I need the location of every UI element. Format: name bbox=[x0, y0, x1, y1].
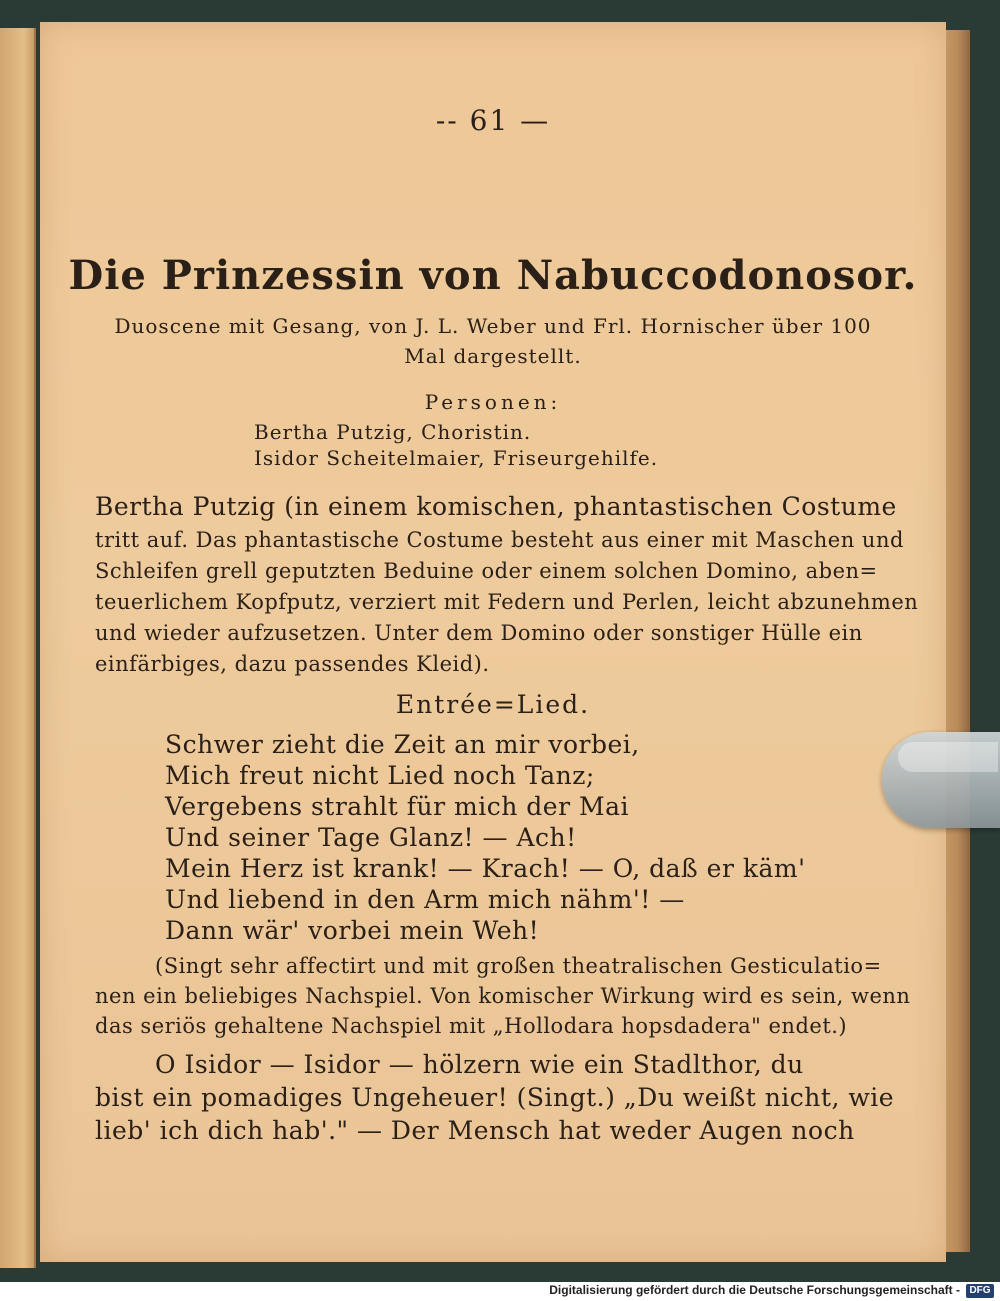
footer-credit: Digitalisierung gefördert durch die Deutsche Forschungsgemeinschaft - bbox=[549, 1283, 960, 1297]
stage-note-line: nen ein beliebiges Nachspiel. Von komischer Wirkung wird es sein, wenn bbox=[95, 984, 911, 1008]
verse-line: Vergebens strahlt für mich der Mai bbox=[165, 792, 629, 821]
stage-direction-line: Schleifen grell geputzten Beduine oder einem solchen Domino, aben= bbox=[95, 559, 878, 583]
personen-heading: Personen: bbox=[424, 390, 562, 414]
stage-direction-line: teuerlichem Kopfputz, verziert mit Federn und Perlen, leicht abzunehmen bbox=[95, 590, 919, 614]
verse-line: Und seiner Tage Glanz! — Ach! bbox=[165, 823, 577, 852]
previous-page-edge bbox=[0, 28, 36, 1268]
dialogue-line: bist ein pomadiges Ungeheuer! (Singt.) „Du weißt nicht, wie bbox=[95, 1083, 895, 1112]
page-clip-highlight bbox=[898, 742, 998, 772]
stage-direction-line: tritt auf. Das phantastische Costume besteht aus einer mit Maschen und bbox=[95, 528, 904, 552]
verse-line: Dann wär' vorbei mein Weh! bbox=[165, 916, 540, 945]
dialogue-line: O Isidor — Isidor — hölzern wie ein Stadlthor, du bbox=[155, 1050, 804, 1079]
dfg-logo: DFG bbox=[966, 1284, 994, 1298]
stage-note-line: (Singt sehr affectirt und mit großen theatralischen Gesticulatio= bbox=[155, 954, 882, 978]
book-page bbox=[40, 22, 946, 1262]
stage-direction-line: und wieder aufzusetzen. Unter dem Domino oder sonstiger Hülle ein bbox=[95, 621, 863, 645]
page-number: -- 61 — bbox=[435, 104, 551, 137]
subtitle-line-1: Duoscene mit Gesang, von J. L. Weber und Frl. Hornischer über 100 bbox=[114, 314, 872, 338]
stage-direction-line: einfärbiges, dazu passendes Kleid). bbox=[95, 652, 490, 676]
person-entry: Isidor Scheitelmaier, Friseurgehilfe. bbox=[254, 446, 659, 470]
verse-line: Schwer zieht die Zeit an mir vorbei, bbox=[165, 730, 640, 759]
verse-line: Und liebend in den Arm mich nähm'! — bbox=[165, 885, 685, 914]
verse-line: Mich freut nicht Lied noch Tanz; bbox=[165, 761, 595, 790]
play-title: Die Prinzessin von Nabuccodonosor. bbox=[68, 252, 918, 299]
stage-note-line: das seriös gehaltene Nachspiel mit „Hollodara hopsdadera" endet.) bbox=[95, 1014, 848, 1038]
verse-line: Mein Herz ist krank! — Krach! — O, daß er käm' bbox=[165, 854, 806, 883]
song-heading: Entrée=Lied. bbox=[395, 690, 591, 719]
stage-direction-line: Bertha Putzig (in einem komischen, phantastischen Costume bbox=[95, 492, 897, 521]
person-entry: Bertha Putzig, Choristin. bbox=[254, 420, 532, 444]
dialogue-line: lieb' ich dich hab'." — Der Mensch hat weder Augen noch bbox=[95, 1116, 855, 1145]
subtitle-line-2: Mal dargestellt. bbox=[404, 344, 582, 368]
